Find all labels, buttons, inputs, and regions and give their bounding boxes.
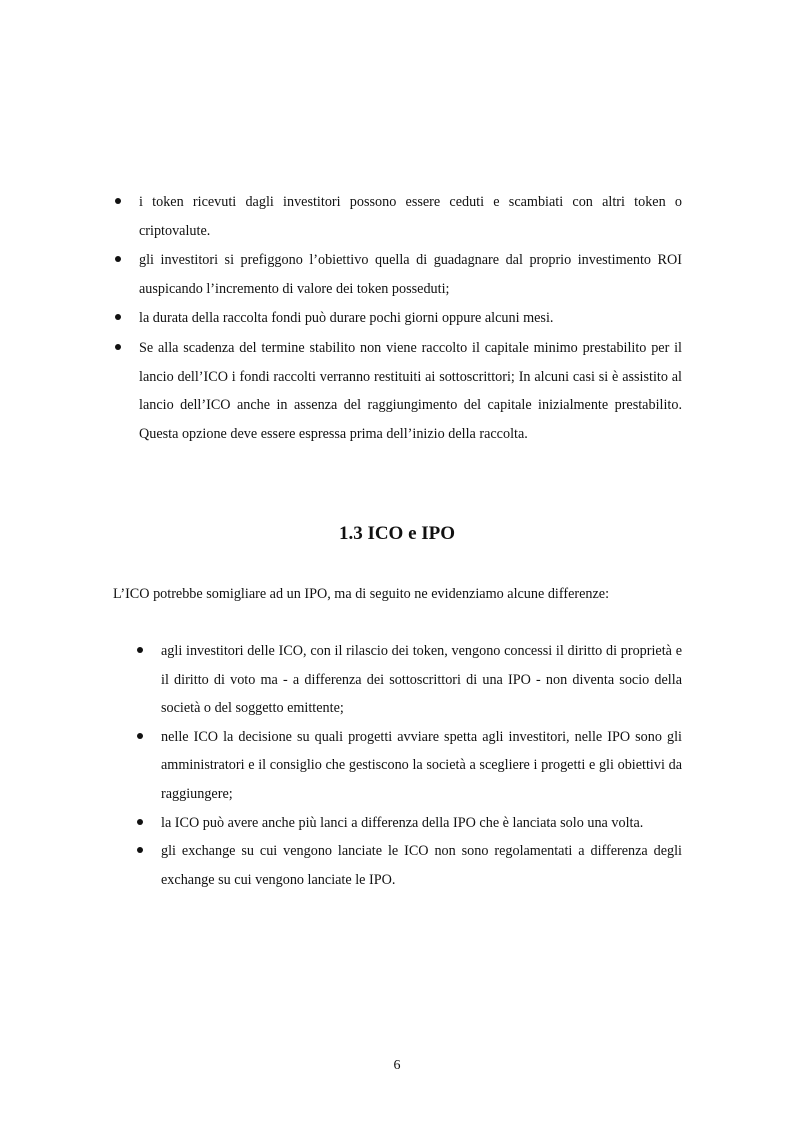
bullet-icon (115, 314, 121, 320)
bullet-icon (137, 847, 143, 853)
list-item (112, 304, 682, 333)
bullet-icon (115, 256, 121, 262)
list-item (134, 637, 682, 723)
bullet-icon (137, 647, 143, 653)
bullet-icon (137, 819, 143, 825)
page-number: 6 (393, 1058, 401, 1073)
list-item-text: i token ricevuti dagli investitori possono essere ceduti e scambiati con altri token o criptovalute. (139, 194, 682, 239)
list-item (112, 188, 682, 245)
list-item-text: nelle ICO la decisione su quali progetti avviare spetta agli investitori, nelle IPO sono gli amministratori e il consiglio che gestiscono la società a scegliere i progetti e gli obiettivi da raggiungere; (161, 728, 682, 802)
section-intro: L’ICO potrebbe somigliare ad un IPO, ma di seguito ne evidenziamo alcune differenze: (113, 586, 610, 602)
section-heading: 1.3 ICO e IPO (338, 523, 456, 544)
ico-features-list (112, 188, 682, 449)
ico-ipo-differences-list (134, 637, 682, 894)
list-item-text: gli exchange su cui vengono lanciate le ICO non sono regolamentati a differenza degli exchange su cui vengono lanciate le IPO. (161, 843, 682, 888)
bullet-icon (115, 198, 121, 204)
list-item (134, 837, 682, 894)
list-item (112, 334, 682, 448)
list-item-text: Se alla scadenza del termine stabilito non viene raccolto il capitale minimo prestabilito per il lancio dell’ICO i fondi raccolti verranno restituiti ai sottoscrittori; In alcuni casi si è assistito al lancio dell’ICO anche in assenza del raggiungimento del capitale inizialmente prestabilito. Questa opzione deve essere espressa prima dell’inizio della raccolta. (139, 339, 682, 442)
bullet-icon (137, 733, 143, 739)
list-item-text: agli investitori delle ICO, con il rilascio dei token, vengono concessi il diritto di proprietà e il diritto di voto ma - a differenza dei sottoscrittori di una IPO - non diventa socio della società o del soggetto emittente; (161, 643, 682, 717)
list-item (134, 809, 682, 838)
bullet-icon (115, 344, 121, 350)
list-item (134, 723, 682, 809)
list-item-text: gli investitori si prefiggono l’obiettivo quella di guadagnare dal proprio investimento ROI auspicando l’incremento di valore dei token posseduti; (139, 252, 682, 297)
list-item-text: la ICO può avere anche più lanci a differenza della IPO che è lanciata solo una volta. (161, 814, 644, 831)
list-item-text: la durata della raccolta fondi può durare pochi giorni oppure alcuni mesi. (139, 310, 554, 327)
list-item (112, 246, 682, 303)
